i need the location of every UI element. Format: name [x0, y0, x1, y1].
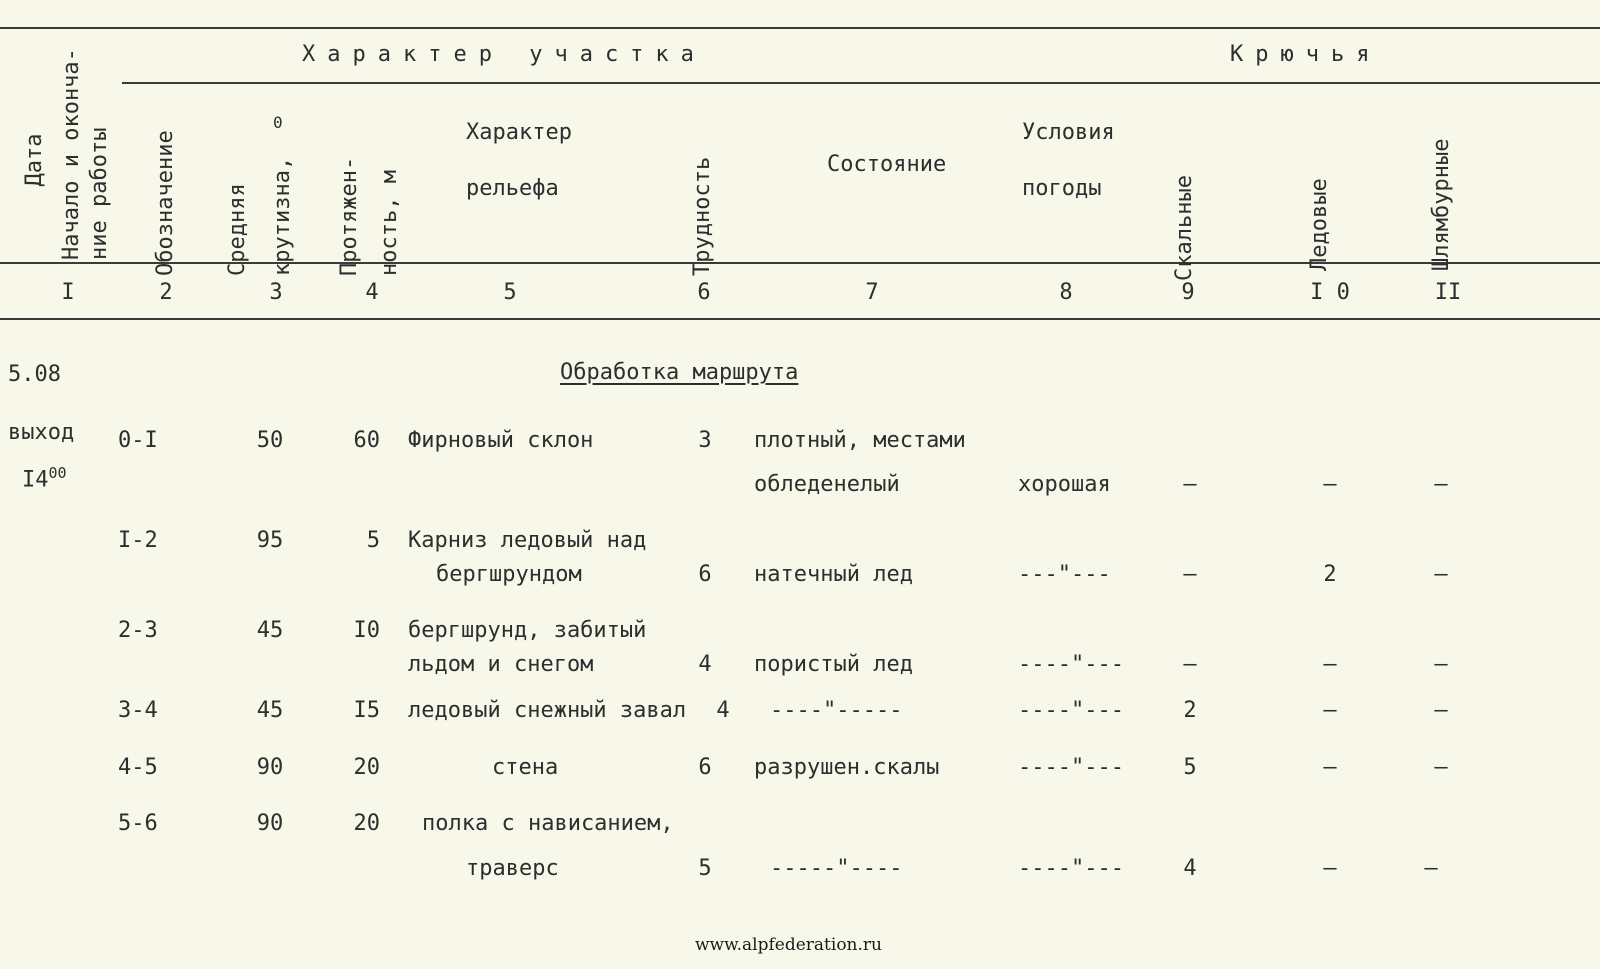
row-ice: – — [1323, 698, 1337, 723]
row-length: 20 — [353, 811, 380, 836]
row-weather: ----"--- — [1018, 856, 1124, 881]
col-header-relief-1: Характер — [466, 120, 572, 145]
row-state-2: разрушен.скалы — [754, 755, 940, 780]
row-length: 20 — [353, 755, 380, 780]
col-header-difficulty: Трудность — [690, 156, 715, 276]
row-weather: ----"--- — [1018, 755, 1124, 780]
row-drill: – — [1434, 472, 1448, 497]
row-rock: 2 — [1183, 698, 1197, 723]
row-relief-1: Карниз ледовый над — [408, 528, 647, 553]
row-rock: – — [1183, 652, 1197, 677]
row-ice: – — [1323, 856, 1337, 881]
date: 5.08 — [8, 362, 61, 387]
col-header-weather-2: погоды — [1022, 176, 1102, 201]
numbers-bottom-rule — [0, 318, 1600, 320]
col-header-designation: Обозначение — [153, 130, 178, 276]
row-state-2: обледенелый — [754, 472, 900, 497]
row-length: I5 — [353, 698, 380, 723]
row-state-2: -----"---- — [770, 856, 903, 881]
footer-url[interactable]: www.alpfederation.ru — [695, 935, 882, 955]
row-difficulty: 6 — [698, 755, 712, 780]
col-header-slope-degree: 0 — [273, 113, 283, 132]
col-number: II — [1434, 280, 1462, 305]
row-relief-1: полка с нависанием, — [422, 811, 674, 836]
row-relief-2: льдом и снегом — [408, 652, 594, 677]
row-slope: 95 — [256, 528, 284, 553]
col-number: 8 — [1059, 280, 1073, 305]
col-number: 3 — [269, 280, 283, 305]
row-difficulty: 4 — [698, 652, 712, 677]
row-state-1: плотный, местами — [754, 428, 966, 453]
row-length: I0 — [353, 618, 380, 643]
start-time-value: I4 — [22, 467, 49, 493]
col-number: I — [61, 280, 75, 305]
row-difficulty: 4 — [716, 698, 730, 723]
col-number: 7 — [865, 280, 879, 305]
col-header-length-1: Протяжен- — [337, 156, 362, 276]
col-header-date-2: Начало и оконча- — [59, 48, 84, 260]
group-header-section: Характер участка — [302, 42, 706, 67]
row-drill: – — [1434, 698, 1448, 723]
col-header-date-3: ние работы — [87, 127, 112, 260]
row-id: 2-3 — [118, 618, 158, 643]
col-number: I 0 — [1310, 280, 1350, 305]
row-relief-2: траверс — [466, 856, 559, 881]
row-relief-2: бергшрундом — [436, 562, 582, 587]
col-number: 5 — [503, 280, 517, 305]
row-length: 5 — [366, 528, 380, 553]
col-header-state: Состояние — [827, 152, 947, 177]
row-difficulty: 3 — [698, 428, 712, 453]
top-rule — [0, 27, 1600, 29]
section-title: Обработка маршрута — [560, 360, 799, 385]
col-header-drill: Шлямбурные — [1429, 138, 1454, 271]
start-time — [22, 460, 67, 493]
row-rock: – — [1183, 562, 1197, 587]
col-header-rock: Скальные — [1172, 175, 1197, 281]
row-weather: ----"--- — [1018, 698, 1124, 723]
row-ice: – — [1323, 472, 1337, 497]
row-state-2: пористый лед — [754, 652, 913, 677]
col-header-slope-1: Средняя — [225, 183, 250, 276]
row-slope: 90 — [256, 755, 284, 780]
row-state-2: ----"----- — [770, 698, 903, 723]
row-weather: ----"--- — [1018, 652, 1124, 677]
row-relief-1: стена — [492, 755, 559, 780]
col-number: 4 — [365, 280, 379, 305]
col-number: 2 — [159, 280, 173, 305]
row-weather: хорошая — [1018, 472, 1111, 497]
row-slope: 45 — [256, 618, 284, 643]
row-id: 4-5 — [118, 755, 158, 780]
row-drill: – — [1434, 652, 1448, 677]
col-header-ice: Ледовые — [1307, 178, 1332, 271]
row-length: 60 — [353, 428, 380, 453]
col-header-relief-2: рельефа — [466, 176, 559, 201]
col-header-length-2: ность, м — [377, 170, 402, 276]
row-ice: – — [1323, 755, 1337, 780]
row-drill: – — [1434, 562, 1448, 587]
row-drill: – — [1434, 755, 1448, 780]
row-id: 5-6 — [118, 811, 158, 836]
row-slope: 50 — [256, 428, 284, 453]
col-number: 6 — [697, 280, 711, 305]
row-id: I-2 — [118, 528, 158, 553]
row-ice: 2 — [1323, 562, 1337, 587]
row-relief-1: Фирновый склон — [408, 428, 594, 453]
row-drill: – — [1424, 856, 1438, 881]
col-header-weather-1: Условия — [1022, 120, 1115, 145]
row-state-2: натечный лед — [754, 562, 913, 587]
row-relief-1: бергшрунд, забитый — [408, 618, 647, 643]
start-label: выход — [8, 420, 75, 445]
row-rock: 5 — [1183, 755, 1197, 780]
row-rock: – — [1183, 472, 1197, 497]
row-weather: ---"--- — [1018, 562, 1111, 587]
row-ice: – — [1323, 652, 1337, 677]
row-rock: 4 — [1183, 856, 1197, 881]
row-id: 3-4 — [118, 698, 158, 723]
row-relief-1: ледовый снежный завал — [408, 698, 687, 723]
start-time-minutes: 00 — [48, 464, 67, 482]
col-header-slope-2: крутизна, — [270, 156, 295, 276]
row-difficulty: 6 — [698, 562, 712, 587]
row-slope: 90 — [256, 811, 284, 836]
group-header-hooks: Крючья — [1230, 42, 1382, 67]
col-header-date-1: Дата — [22, 133, 47, 187]
row-id: 0-I — [118, 428, 158, 453]
row-slope: 45 — [256, 698, 284, 723]
col-number: 9 — [1181, 280, 1195, 305]
row-difficulty: 5 — [698, 856, 712, 881]
